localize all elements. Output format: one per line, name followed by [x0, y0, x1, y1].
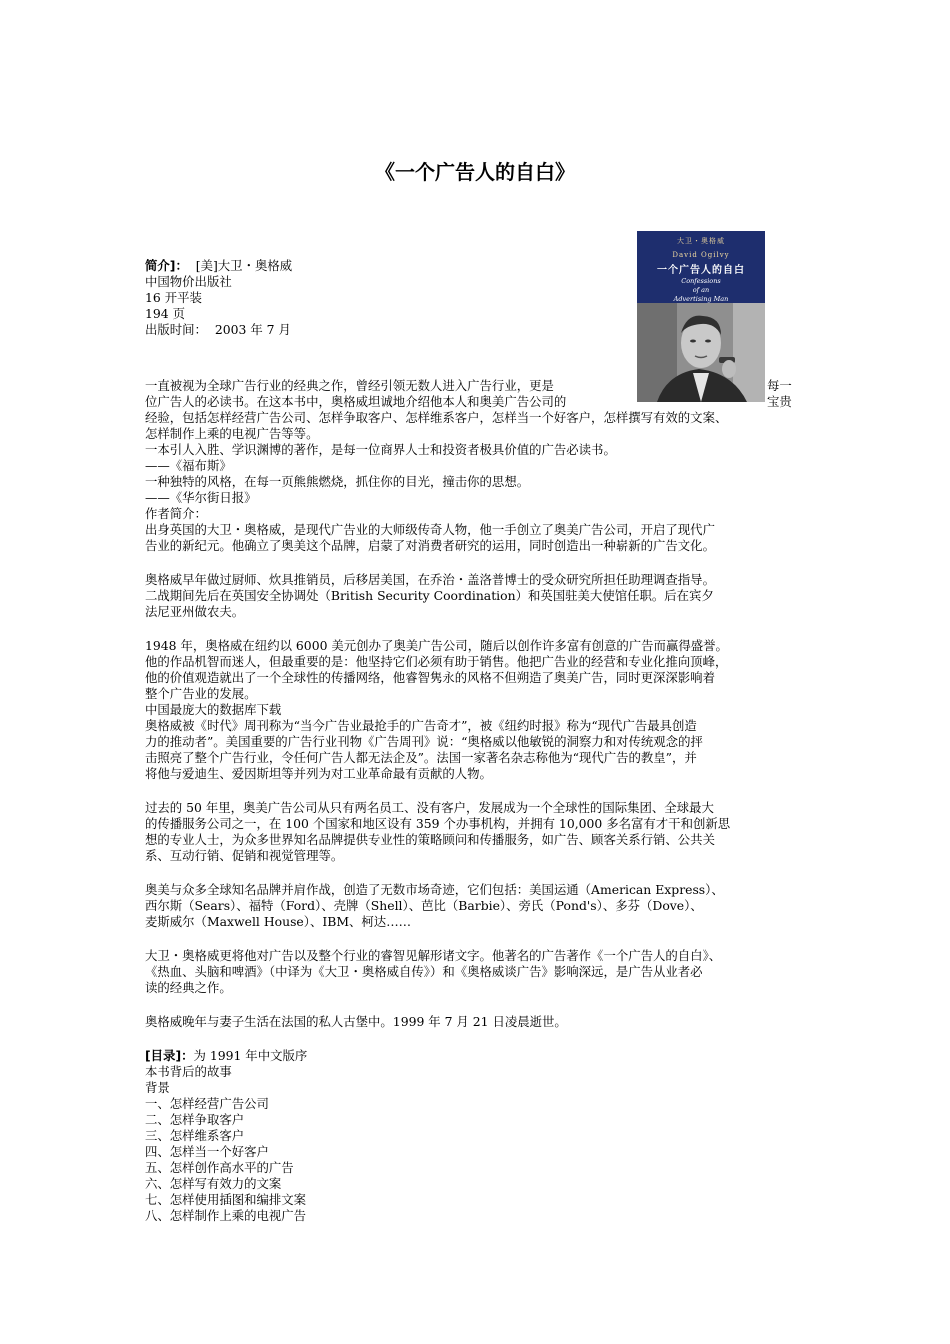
- toc-item: 四、怎样当一个好客户: [145, 1144, 269, 1159]
- intro-publisher: 中国物价出版社: [145, 274, 232, 289]
- body-line: 一本引人入胜、学识渊博的著作，是每一位商界人士和投资者极具价值的广告必读书。: [145, 442, 616, 457]
- toc-item: 本书背后的故事: [145, 1064, 232, 1079]
- body-line: 击照亮了整个广告行业，令任何广告人都无法企及”。法国一家著名杂志称他为“现代广告的教皇”，并: [145, 750, 697, 765]
- document-title: 《一个广告人的自白》: [375, 160, 575, 184]
- body-line: 法尼亚州做农夫。: [145, 604, 245, 619]
- cover-subtitle-1: Confessions: [681, 277, 721, 285]
- intro-author-line: [145, 258, 292, 274]
- intro-label: 简介]：: [145, 258, 188, 273]
- body-line: 他的作品机智而迷人，但最重要的是：他坚持它们必须有助于销售。他把广告业的经营和专业化推向顶峰，: [145, 654, 728, 669]
- cover-author-en: David Ogilvy: [672, 251, 730, 259]
- author-portrait-photo: [637, 303, 765, 402]
- cover-subtitle-3: Advertising Man: [673, 295, 729, 303]
- body-line: ——《福布斯》: [145, 458, 232, 473]
- toc-item: 背景: [145, 1080, 170, 1095]
- aside-text-1: 每一: [767, 378, 792, 393]
- body-line: 奥格威早年做过厨师、炊具推销员，后移居美国，在乔治・盖洛普博士的受众研究所担任助理调查指导。: [145, 572, 715, 587]
- body-line: 奥格威晚年与妻子生活在法国的私人古堡中。1999 年 7 月 21 日凌晨逝世。: [145, 1014, 567, 1029]
- toc-item: 一、怎样经营广告公司: [145, 1096, 269, 1111]
- body-line: 奥美与众多全球知名品牌并肩作战，创造了无数市场奇迹，它们包括：美国运通（American Express）、: [145, 882, 724, 897]
- aside-text-2: 宝贵: [767, 394, 792, 409]
- body-line: 大卫・奥格威更将他对广告以及整个行业的睿智见解形诸文字。他著名的广告著作《一个广告人的自白》、: [145, 948, 722, 963]
- author-intro-heading: 作者简介：: [145, 506, 207, 521]
- intro-date: 2003 年 7 月: [214, 322, 291, 337]
- toc-heading-line: [145, 1048, 307, 1064]
- body-line: 怎样制作上乘的电视广告等等。: [145, 426, 319, 441]
- body-line: 的传播服务公司之一，在 100 个国家和地区设有 359 个办事机构，并拥有 10,000 多名富有才干和创新思: [145, 816, 731, 831]
- toc-item: 三、怎样维系客户: [145, 1128, 245, 1143]
- intro-date-label: 出版时间：: [145, 322, 207, 337]
- body-line: 《热血、头脑和啤酒》（中译为《大卫・奥格威自传》）和《奥格威谈广告》影响深远，是广告从业者必: [145, 964, 703, 979]
- toc-item: 六、怎样写有效力的文案: [145, 1176, 282, 1191]
- intro-date-line: [145, 322, 291, 338]
- body-line: 一种独特的风格，在每一页熊熊燃烧，抓住你的目光，撞击你的思想。: [145, 474, 530, 489]
- body-line: 将他与爱迪生、爱因斯坦等并列为对工业革命最有贡献的人物。: [145, 766, 492, 781]
- body-line: 奥格威被《时代》周刊称为“当今广告业最抢手的广告奇才”，被《纽约时报》称为“现代广告最具创造: [145, 718, 697, 733]
- toc-first-item: 为 1991 年中文版序: [193, 1048, 308, 1063]
- intro-format: 16 开平装: [145, 290, 202, 305]
- body-line: 出身英国的大卫・奥格威，是现代广告业的大师级传奇人物，他一手创立了奥美广告公司，开启了现代广: [145, 522, 715, 537]
- toc-label: [目录]：: [145, 1048, 194, 1063]
- toc-item: 七、怎样使用插图和编排文案: [145, 1192, 307, 1207]
- body-line: ——《华尔街日报》: [145, 490, 257, 505]
- body-line: 他的价值观造就出了一个全球性的传播网络，他睿智隽永的风格不但朔造了奥美广告，同时更深深影响着: [145, 670, 715, 685]
- body-line: 系、互动行销、促销和视觉管理等。: [145, 848, 344, 863]
- body-line: 二战期间先后在英国安全协调处（British Security Coordination）和英国驻美大使馆任职。后在宾夕: [145, 588, 714, 603]
- toc-item: 五、怎样创作高水平的广告: [145, 1160, 294, 1175]
- body-line: 1948 年，奥格威在纽约以 6000 美元创办了奥美广告公司，随后以创作许多富有创意的广告而赢得盛誉。: [145, 638, 728, 653]
- body-line: 整个广告业的发展。: [145, 686, 257, 701]
- toc-item: 二、怎样争取客户: [145, 1112, 245, 1127]
- body-line: 告业的新纪元。他确立了奥美这个品牌，启蒙了对消费者研究的运用，同时创造出一种崭新的广告文化。: [145, 538, 715, 553]
- body-line: 一直被视为全球广告行业的经典之作，曾经引领无数人进入广告行业，更是: [145, 378, 554, 393]
- cover-title: 一个广告人的自白: [657, 265, 745, 276]
- body-line: 西尔斯（Sears）、福特（Ford）、壳牌（Shell）、芭比（Barbie）、旁氏（Pond's）、多芬（Dove）、: [145, 898, 703, 913]
- toc-item: 八、怎样制作上乘的电视广告: [145, 1208, 307, 1223]
- body-line: 读的经典之作。: [145, 980, 232, 995]
- body-line: 想的专业人士，为众多世界知名品牌提供专业性的策略顾问和传播服务，如广告、顾客关系行销、公共关: [145, 832, 715, 847]
- body-line: 中国最庞大的数据库下载: [145, 702, 282, 717]
- cover-author: 大卫・奥格威: [677, 237, 725, 245]
- cover-subtitle-2: of an: [692, 286, 710, 294]
- intro-pages: 194 页: [145, 306, 185, 321]
- intro-author: [美]大卫・奥格威: [195, 258, 293, 273]
- book-cover-image: [637, 231, 765, 402]
- body-line: 力的推动者”。美国重要的广告行业刊物《广告周刊》说：“奥格威以他敏锐的洞察力和对传统观念的抨: [145, 734, 703, 749]
- body-line: 经验，包括怎样经营广告公司、怎样争取客户、怎样维系客户，怎样当一个好客户，怎样撰写有效的文案、: [145, 410, 728, 425]
- body-line: 过去的 50 年里，奥美广告公司从只有两名员工、没有客户，发展成为一个全球性的国际集团、全球最大: [145, 800, 714, 815]
- body-line: 麦斯威尔（Maxwell House）、IBM、柯达……: [145, 914, 411, 929]
- body-line: 位广告人的必读书。在这本书中，奥格威坦诚地介绍他本人和奥美广告公司的: [145, 394, 567, 409]
